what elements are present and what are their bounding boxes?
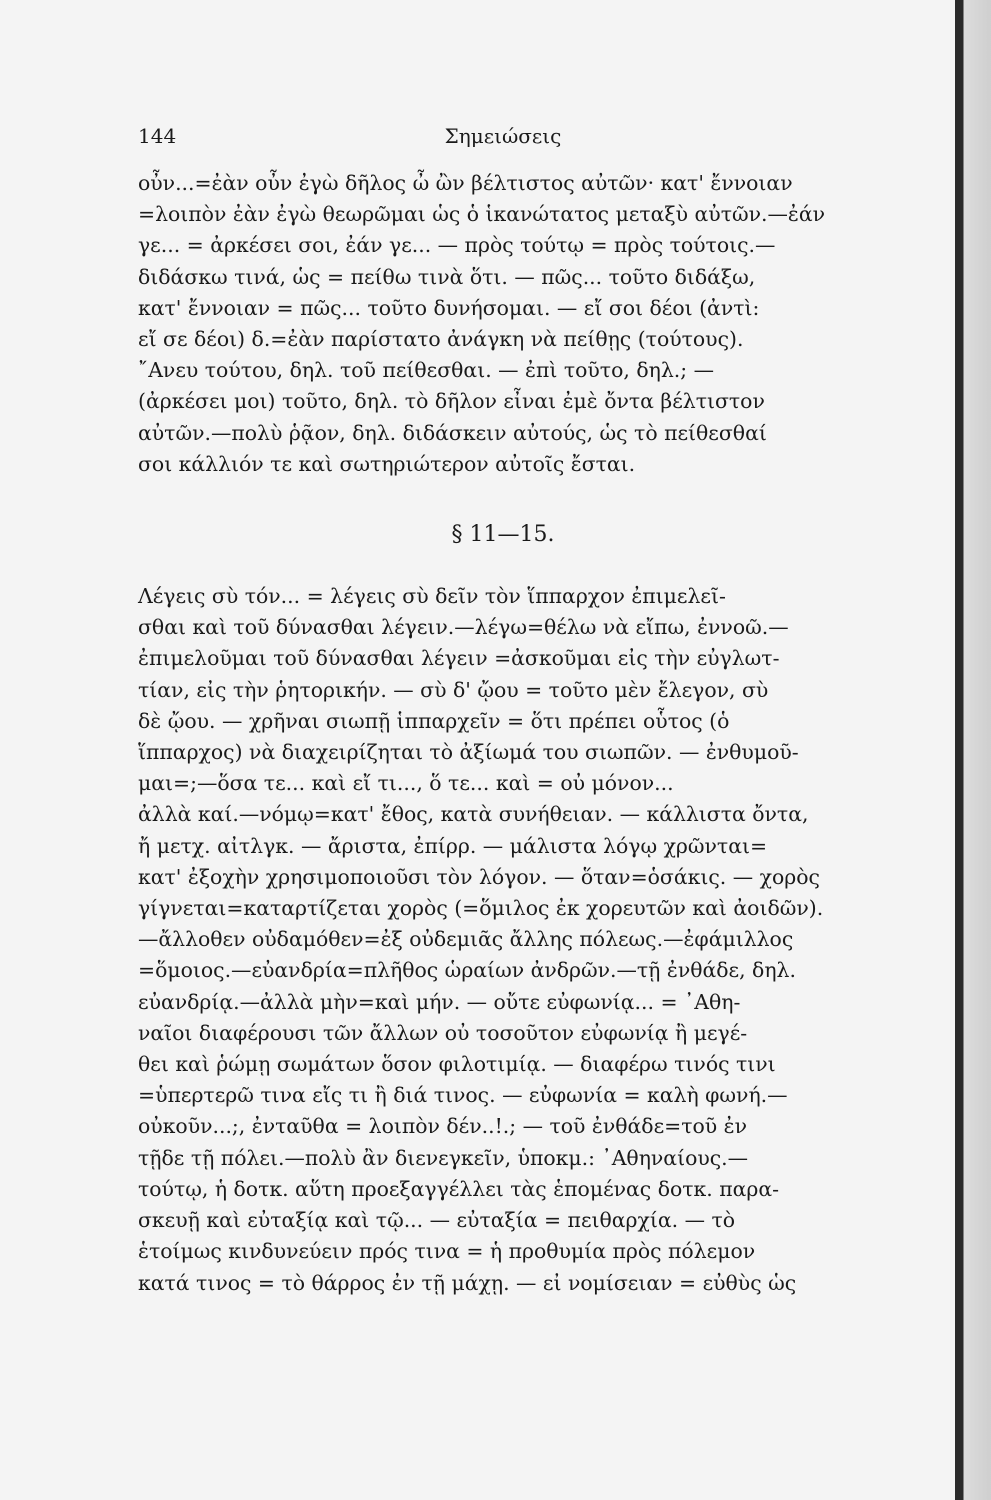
text-line: σθαι καὶ τοῦ δύνασθαι λέγειν.—λέγω=θέλω νὰ εἴπω, ἐννοῶ.— [138, 615, 789, 640]
text-line: ἀλλὰ καί.—νόμῳ=κατ' ἔθος, κατὰ συνήθειαν. — κάλλιστα ὄντα, [138, 802, 809, 827]
running-title: Σημειώσεις [444, 124, 562, 148]
text-line: Λέγεις σὺ τόν... = λέγεις σὺ δεῖν τὸν ἵππαρχον ἐπιμελεῖ- [138, 584, 726, 609]
text-line: τίαν, εἰς τὴν ῥητορικήν. — σὺ δ' ᾤου = τοῦτο μὲν ἔλεγον, σὺ [138, 677, 769, 702]
text-line: θει καὶ ῥώμῃ σωμάτων ὅσον φιλοτιμίᾳ. — διαφέρω τινός τινι [138, 1052, 776, 1077]
text-line: γε... = ἀρκέσει σοι, ἐάν γε... — πρὸς τούτῳ = πρὸς τούτοις.— [138, 233, 776, 258]
text-line: ναῖοι διαφέρουσι τῶν ἄλλων οὐ τοσοῦτον εὐφωνίᾳ ἢ μεγέ- [138, 1020, 748, 1045]
text-line: δὲ ᾤου. — χρῆναι σιωπῇ ἱππαρχεῖν = ὅτι πρέπει οὗτος (ὁ [138, 708, 730, 733]
text-line: σοι κάλλιόν τε καὶ σωτηριώτερον αὐτοῖς ἔσται. [138, 451, 636, 476]
text-line: οὖν...=ἐὰν οὖν ἐγὼ δῆλος ὦ ὢν βέλτιστος αὐτῶν· κατ' ἔννοιαν [138, 171, 793, 195]
scan-edge [955, 0, 991, 1500]
text-line: =ὅμοιος.—εὐανδρία=πλῆθος ὡραίων ἀνδρῶν.—τῇ ἐνθάδε, δηλ. [138, 958, 796, 983]
text-line: κατ' ἐξοχὴν χρησιμοποιοῦσι τὸν λόγον. — ὅταν=ὁσάκις. — χορὸς [138, 864, 820, 889]
text-line: οὐκοῦν...;, ἐνταῦθα = λοιπὸν δέν..!.; — τοῦ ἐνθάδε=τοῦ ἐν [138, 1114, 748, 1139]
text-line: αὐτῶν.—πολὺ ῥᾷον, δηλ. διδάσκειν αὐτούς, ὡς τὸ πείθεσθαί [138, 420, 767, 445]
text-line: =λοιπὸν ἐὰν ἐγὼ θεωρῶμαι ὡς ὁ ἱκανώτατος μεταξὺ αὐτῶν.—ἐάν [138, 202, 825, 227]
text-line: ῎Ανευ τούτου, δηλ. τοῦ πείθεσθαι. — ἐπὶ τοῦτο, δηλ.; — [138, 358, 714, 383]
page-header [138, 118, 868, 158]
text-line: ἐπιμελοῦμαι τοῦ δύνασθαι λέγειν =ἀσκοῦμαι εἰς τὴν εὐγλωτ- [138, 646, 780, 671]
text-line: —ἄλλοθεν οὐδαμόθεν=ἐξ οὐδεμιᾶς ἄλλης πόλεως.—ἐφάμιλλος [138, 927, 794, 952]
text-line: σκευῇ καὶ εὐταξίᾳ καὶ τῷ... — εὐταξία = πειθαρχία. — τὸ [138, 1208, 736, 1233]
section-heading: § 11—15. [451, 522, 555, 548]
text-line: ἤ μετχ. αἰτλγκ. — ἄριστα, ἐπίρρ. — μάλιστα λόγῳ χρῶνται= [138, 833, 768, 858]
text-line: εὐανδρίᾳ.—ἀλλὰ μὴν=καὶ μήν. — οὔτε εὐφωνίᾳ... = ᾽Αθη- [138, 989, 741, 1014]
text-line: τούτῳ, ἡ δοτκ. αὕτη προεξαγγέλλει τὰς ἑπομένας δοτκ. παρα- [138, 1176, 780, 1201]
text-line: ἵππαρχος) νὰ διαχειρίζηται τὸ ἀξίωμά του σιωπῶν. — ἐνθυμοῦ- [138, 740, 799, 765]
page-number: 144 [138, 124, 177, 148]
text-line: τῇδε τῇ πόλει.—πολὺ ἂν διενεγκεῖν, ὑποκμ.: ᾽Αθηναίους.— [138, 1145, 749, 1170]
text-line: διδάσκω τινά, ὡς = πείθω τινὰ ὅτι. — πῶς... τοῦτο διδάξω, [138, 264, 756, 289]
text-line: (ἀρκέσει μοι) τοῦτο, δηλ. τὸ δῆλον εἶναι ἐμὲ ὄντα βέλτιστον [138, 389, 765, 414]
book-page [138, 118, 868, 1299]
text-line: εἴ σε δέοι) δ.=ἐὰν παρίστατο ἀνάγκη νὰ πείθῃς (τούτους). [138, 327, 744, 352]
text-line: κατ' ἔννοιαν = πῶς... τοῦτο δυνήσομαι. — εἴ σοι δέοι (ἀντὶ: [138, 295, 760, 320]
text-line: γίγνεται=καταρτίζεται χορὸς (=ὅμιλος ἐκ χορευτῶν καὶ ἀοιδῶν). [138, 896, 824, 921]
text-line: κατά τινος = τὸ θάρρος ἐν τῇ μάχῃ. — εἰ νομίσειαν = εὐθὺς ὡς [138, 1270, 797, 1295]
paragraph-notes-2 [138, 581, 868, 1299]
text-line: ἑτοίμως κινδυνεύειν πρός τινα = ἡ προθυμία πρὸς πόλεμον [138, 1239, 756, 1264]
paragraph-notes-1 [138, 168, 868, 480]
text-line: μαι=;—ὅσα τε... καὶ εἴ τι..., ὅ τε... καὶ = οὐ μόνον... [138, 771, 674, 796]
text-line: =ὑπερτερῶ τινα εἴς τι ἢ διά τινος. — εὐφωνία = καλὴ φωνή.— [138, 1083, 788, 1108]
